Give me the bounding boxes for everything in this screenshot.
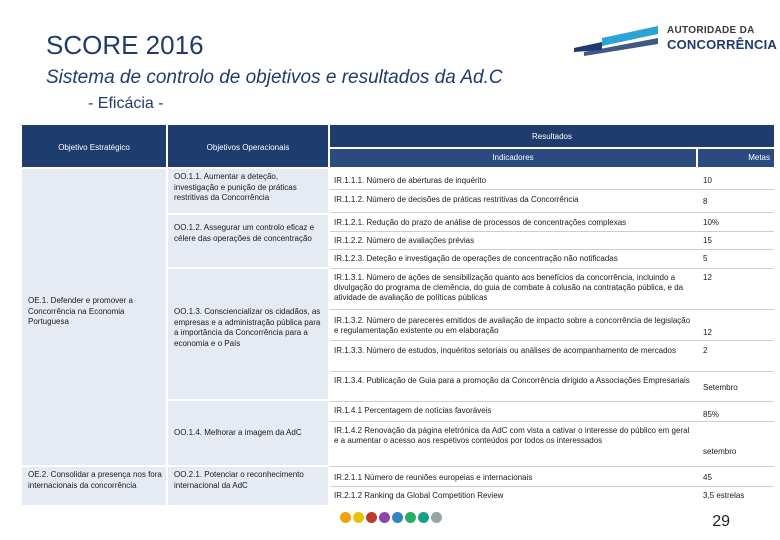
header-results: Resultados	[330, 125, 774, 147]
target-ir131: 12	[703, 273, 712, 282]
target-ir122: 15	[703, 236, 712, 245]
target-ir121: 10%	[703, 218, 720, 227]
target-ir212: 3,5 estrelas	[703, 491, 745, 500]
indicator-ir122: IR.1.2.2. Número de avaliações prévias	[334, 236, 475, 245]
target-ir112: 8	[703, 197, 708, 206]
row-divider	[330, 421, 774, 422]
indicator-ir121: IR.1.2.1. Redução do prazo de análise de processos de concentrações complexas	[334, 218, 627, 227]
target-ir142: setembro	[703, 447, 737, 456]
indicator-ir123: IR.1.2.3. Deteção e investigação de operações de concentração não notificadas	[334, 254, 618, 263]
indicator-ir211: IR.2.1.1 Número de reuniões europeias e internacionais	[334, 473, 533, 482]
indicator-ir132: IR.1.3.2. Número de pareceres emitidos de avaliação de impacto sobre a concorrência de legislação e regulamentação existente ou em elaboração	[334, 316, 691, 335]
target-ir211: 45	[703, 473, 712, 482]
target-ir111: 10	[703, 176, 712, 185]
operational-objective-1: OO.1.1. Aumentar a deteção, investigação e punição de práticas restritivas da Concorrência	[168, 169, 328, 213]
dot-icon	[366, 512, 377, 523]
header-targets: Metas	[698, 149, 774, 167]
row-divider	[330, 466, 774, 467]
strategic-objective-1: OE.1. Defender e promover a Concorrência na Economia Portuguesa	[22, 169, 166, 465]
indicator-ir142: IR.1.4.2 Renovação da página eletrónica da AdC com vista a cativar o interesse do público em geral e a aumentar o acesso aos respetivos conteúdos por todos os interessados	[334, 426, 690, 445]
section-label: - Eficácia -	[88, 95, 164, 112]
operational-objective-2: OO.1.2. Assegurar um controlo eficaz e célere das operações de concentração	[168, 215, 328, 267]
page-subtitle: Sistema de controlo de objetivos e resultados da Ad.C	[46, 67, 503, 88]
row-divider	[330, 340, 774, 341]
dot-icon	[379, 512, 390, 523]
operational-objective-5: OO.2.1. Potenciar o reconhecimento internacional da AdC	[168, 467, 328, 505]
strategic-objective-2: OE.2. Consolidar a presença nos fora internacionais da concorrência	[22, 467, 166, 505]
row-divider	[330, 189, 774, 190]
indicator-ir134: IR.1.3.4. Publicação de Guia para a promoção da Concorrência dirigido a Associações Empresariais	[334, 376, 690, 385]
logo-mark-icon	[572, 22, 664, 56]
target-ir132: 12	[703, 328, 712, 337]
page-number: 29	[712, 513, 730, 530]
dot-icon	[418, 512, 429, 523]
header-indicators: Indicadores	[330, 149, 696, 167]
dot-icon	[405, 512, 416, 523]
row-divider	[330, 371, 774, 372]
indicator-ir212: IR.2.1.2 Ranking da Global Competition Review	[334, 491, 504, 500]
row-divider	[330, 486, 774, 487]
indicator-ir111: IR.1.1.1. Número de aberturas de inquérito	[334, 176, 487, 185]
indicator-ir131: IR.1.3.1. Número de ações de sensibilização quanto aos benefícios da concorrência, incluindo a divulgação do programa de clemência, do guia de combate à colusão na contratação pública, e da atividade de avaliação de políticas públicas	[334, 273, 684, 302]
indicator-ir112: IR.1.1.2. Número de decisões de práticas restritivas da Concorrência	[334, 195, 579, 204]
row-divider	[330, 268, 774, 269]
dot-icon	[392, 512, 403, 523]
logo-line-2: CONCORRÊNCIA	[667, 37, 778, 52]
target-ir133: 2	[703, 346, 708, 355]
indicator-ir141: IR.1.4.1 Percentagem de notícias favoráveis	[334, 406, 492, 415]
row-divider	[330, 401, 774, 402]
dot-icon	[353, 512, 364, 523]
row-divider	[330, 309, 774, 310]
logo-line-1: AUTORIDADE DA	[667, 25, 755, 36]
header-operational: Objetivos Operacionais	[168, 125, 328, 167]
target-ir141: 85%	[703, 410, 720, 419]
adc-logo	[572, 22, 778, 58]
dot-icon	[431, 512, 442, 523]
target-ir123: 5	[703, 254, 708, 263]
target-ir134: Setembro	[703, 383, 738, 392]
row-divider	[330, 231, 774, 232]
page-title: SCORE 2016	[46, 30, 204, 60]
row-divider	[330, 212, 774, 213]
indicator-ir133: IR.1.3.3. Número de estudos, inquéritos setoriais ou análises de acompanhamento de mercados	[334, 346, 676, 355]
row-divider	[330, 249, 774, 250]
operational-objective-3: OO.1.3. Consciencializar os cidadãos, as empresas e a administração pública para a importância da Concorrência para a economia e o País	[168, 269, 328, 399]
header-strategic: Objetivo Estratégico	[22, 125, 166, 167]
operational-objective-4: OO.1.4. Melhorar a imagem da AdC	[168, 401, 328, 465]
dot-icon	[340, 512, 351, 523]
